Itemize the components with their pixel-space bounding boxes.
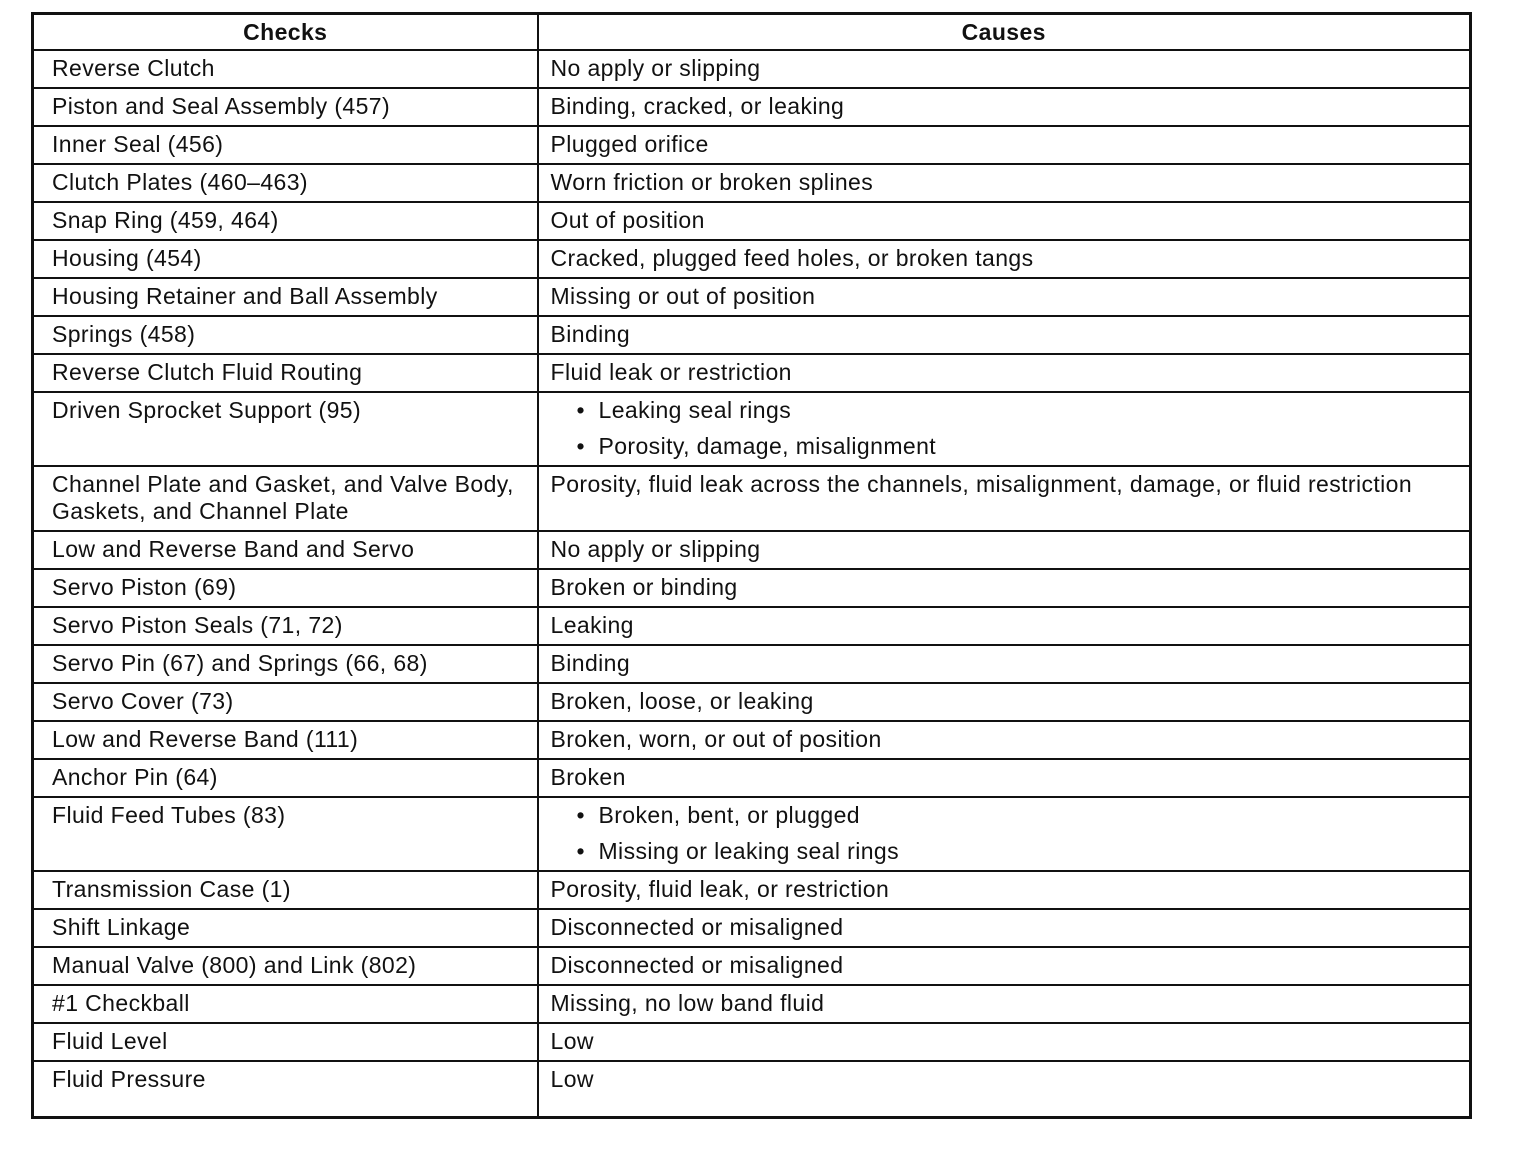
check-cell: Manual Valve (800) and Link (802) (33, 947, 538, 985)
table-body (33, 50, 1471, 1118)
check-cell: Servo Piston (69) (33, 569, 538, 607)
cause-cell: Porosity, fluid leak across the channels, misalignment, damage, or fluid restriction (538, 466, 1471, 531)
cause-cell: Disconnected or misaligned (538, 909, 1471, 947)
table-row (33, 392, 1471, 466)
cause-cell: Missing or out of position (538, 278, 1471, 316)
cause-cell: Broken, worn, or out of position (538, 721, 1471, 759)
checks-column-header: Checks (33, 14, 538, 51)
cause-bullet-item: • Missing or leaking seal rings (599, 838, 1458, 865)
cause-cell: Porosity, fluid leak, or restriction (538, 871, 1471, 909)
cause-cell: Binding (538, 645, 1471, 683)
header-row (33, 14, 1471, 51)
check-cell: Fluid Pressure (33, 1061, 538, 1118)
table-row (33, 985, 1471, 1023)
cause-cell: No apply or slipping (538, 50, 1471, 88)
check-cell: Housing Retainer and Ball Assembly (33, 278, 538, 316)
cause-cell: Binding (538, 316, 1471, 354)
cause-cell: Broken, loose, or leaking (538, 683, 1471, 721)
check-cell: Servo Piston Seals (71, 72) (33, 607, 538, 645)
check-cell: Transmission Case (1) (33, 871, 538, 909)
check-cell: Snap Ring (459, 464) (33, 202, 538, 240)
cause-cell: Fluid leak or restriction (538, 354, 1471, 392)
table-row (33, 50, 1471, 88)
cause-bullet-item: • Broken, bent, or plugged (599, 802, 1458, 829)
table-row (33, 316, 1471, 354)
cause-bullet-list (551, 802, 1458, 865)
table-header (33, 14, 1471, 51)
check-cell: Springs (458) (33, 316, 538, 354)
table-row (33, 683, 1471, 721)
table-row (33, 126, 1471, 164)
table-row (33, 721, 1471, 759)
table-row (33, 645, 1471, 683)
table-row (33, 278, 1471, 316)
cause-cell: Disconnected or misaligned (538, 947, 1471, 985)
cause-cell: Out of position (538, 202, 1471, 240)
table-row (33, 88, 1471, 126)
cause-cell: Worn friction or broken splines (538, 164, 1471, 202)
check-cell: Channel Plate and Gasket, and Valve Body, Gaskets, and Channel Plate (33, 466, 538, 531)
cause-cell: Broken or binding (538, 569, 1471, 607)
check-cell: Driven Sprocket Support (95) (33, 392, 538, 466)
check-cell: Piston and Seal Assembly (457) (33, 88, 538, 126)
table-row (33, 797, 1471, 871)
cause-bullet-list (551, 397, 1458, 460)
check-cell: #1 Checkball (33, 985, 538, 1023)
table-row (33, 947, 1471, 985)
check-cell: Anchor Pin (64) (33, 759, 538, 797)
check-cell: Servo Pin (67) and Springs (66, 68) (33, 645, 538, 683)
table-row (33, 909, 1471, 947)
table-row (33, 759, 1471, 797)
check-cell: Inner Seal (456) (33, 126, 538, 164)
check-cell: Fluid Feed Tubes (83) (33, 797, 538, 871)
cause-cell: Binding, cracked, or leaking (538, 88, 1471, 126)
cause-bullet-item: • Leaking seal rings (599, 397, 1458, 424)
cause-cell (538, 797, 1471, 871)
check-cell: Servo Cover (73) (33, 683, 538, 721)
cause-cell: Missing, no low band fluid (538, 985, 1471, 1023)
check-cell: Reverse Clutch (33, 50, 538, 88)
cause-cell: Broken (538, 759, 1471, 797)
cause-cell: No apply or slipping (538, 531, 1471, 569)
check-cell: Clutch Plates (460–463) (33, 164, 538, 202)
check-cell: Fluid Level (33, 1023, 538, 1061)
table-row (33, 607, 1471, 645)
table-row (33, 569, 1471, 607)
cause-cell: Leaking (538, 607, 1471, 645)
checks-causes-table (31, 12, 1472, 1119)
check-cell: Reverse Clutch Fluid Routing (33, 354, 538, 392)
check-cell: Low and Reverse Band and Servo (33, 531, 538, 569)
table-row (33, 354, 1471, 392)
table-row (33, 1061, 1471, 1118)
causes-column-header: Causes (538, 14, 1471, 51)
cause-cell: Cracked, plugged feed holes, or broken tangs (538, 240, 1471, 278)
cause-cell: Plugged orifice (538, 126, 1471, 164)
cause-cell: Low (538, 1023, 1471, 1061)
cause-cell: Low (538, 1061, 1471, 1118)
table-row (33, 531, 1471, 569)
check-cell: Shift Linkage (33, 909, 538, 947)
table-row (33, 164, 1471, 202)
table-row (33, 466, 1471, 531)
check-cell: Low and Reverse Band (111) (33, 721, 538, 759)
cause-bullet-item: • Porosity, damage, misalignment (599, 433, 1458, 460)
check-cell: Housing (454) (33, 240, 538, 278)
table-row (33, 240, 1471, 278)
table-row (33, 202, 1471, 240)
table-row (33, 1023, 1471, 1061)
table-row (33, 871, 1471, 909)
cause-cell (538, 392, 1471, 466)
